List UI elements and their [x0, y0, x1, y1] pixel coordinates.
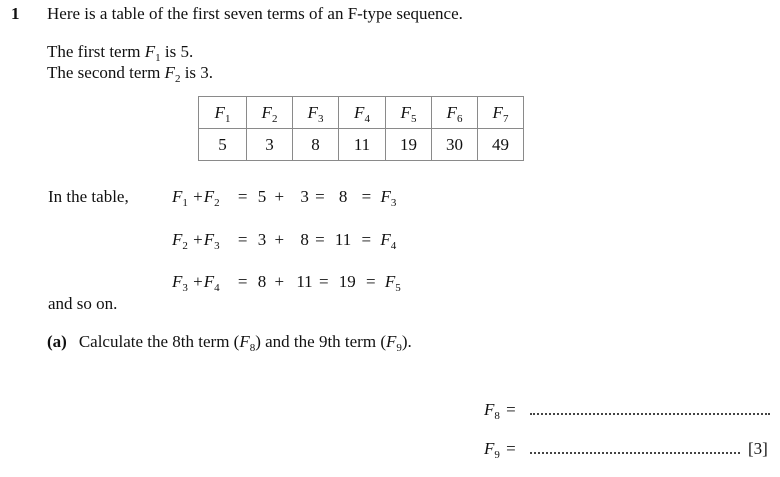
value-cell: 5 [199, 129, 247, 161]
answer-f8-equals: = [506, 400, 516, 419]
part-a-label: (a) [47, 332, 67, 351]
second-term-text: The second term [47, 63, 165, 82]
sequence-table [198, 96, 524, 161]
answer-f9-equals: = [506, 439, 516, 458]
first-term-var: F [144, 42, 156, 61]
value-cell: 49 [478, 129, 524, 161]
answer-f9-line[interactable]: $F_9$ = [484, 439, 740, 459]
header-cell: $F_6$ [432, 97, 478, 129]
table-header-row [199, 97, 524, 129]
second-term-value: is 3. [180, 63, 214, 82]
first-term-value: is 5. [160, 42, 194, 61]
value-cell: 3 [247, 129, 293, 161]
question-number: 1 [11, 4, 20, 23]
first-term-sub: 1 [155, 52, 161, 64]
marks-label: [3] [748, 439, 768, 458]
second-term-sub: 2 [174, 73, 181, 85]
value-cell: 19 [386, 129, 432, 161]
table-value-row [199, 129, 524, 161]
equation-row: $F_2 +F_3 = 3 + 8 = 11 = F_4$ [172, 230, 397, 252]
answer-f9-var: F [484, 439, 495, 458]
second-term-var: F [164, 63, 175, 82]
equation-row: $F_1 +F_2 = 5 + 3 = 8 = F_3$ [172, 187, 397, 209]
value-cell: 30 [432, 129, 478, 161]
header-cell: $F_7$ [478, 97, 524, 129]
header-cell: $F_3$ [293, 97, 339, 129]
value-cell: 11 [339, 129, 386, 161]
answer-f8-var: F [484, 400, 495, 419]
question-intro: Here is a table of the first seven terms of an F-type sequence. [47, 4, 463, 23]
first-term-statement [47, 41, 193, 62]
second-term-statement [47, 62, 213, 83]
and-so-on-text: and so on. [48, 294, 118, 313]
answer-f8-line[interactable]: $F_8$ = [484, 400, 770, 420]
header-cell: $F_4$ [339, 97, 386, 129]
first-term-text: The first term [47, 42, 145, 61]
header-cell: $F_5$ [386, 97, 432, 129]
header-cell: $F_1$ [199, 97, 247, 129]
answer-f9-field[interactable] [530, 440, 740, 454]
equation-row: $F_3 +F_4 = 8 + 11 = 19 = F_5$ [172, 272, 401, 294]
answer-f8-field[interactable] [530, 401, 770, 415]
value-cell: 8 [293, 129, 339, 161]
working-label: In the table, [48, 187, 129, 206]
header-cell: $F_2$ [247, 97, 293, 129]
part-a-question: (a) Calculate the 8th term $(F_8)$ and the 9th term $(F_9)$. [47, 332, 412, 354]
